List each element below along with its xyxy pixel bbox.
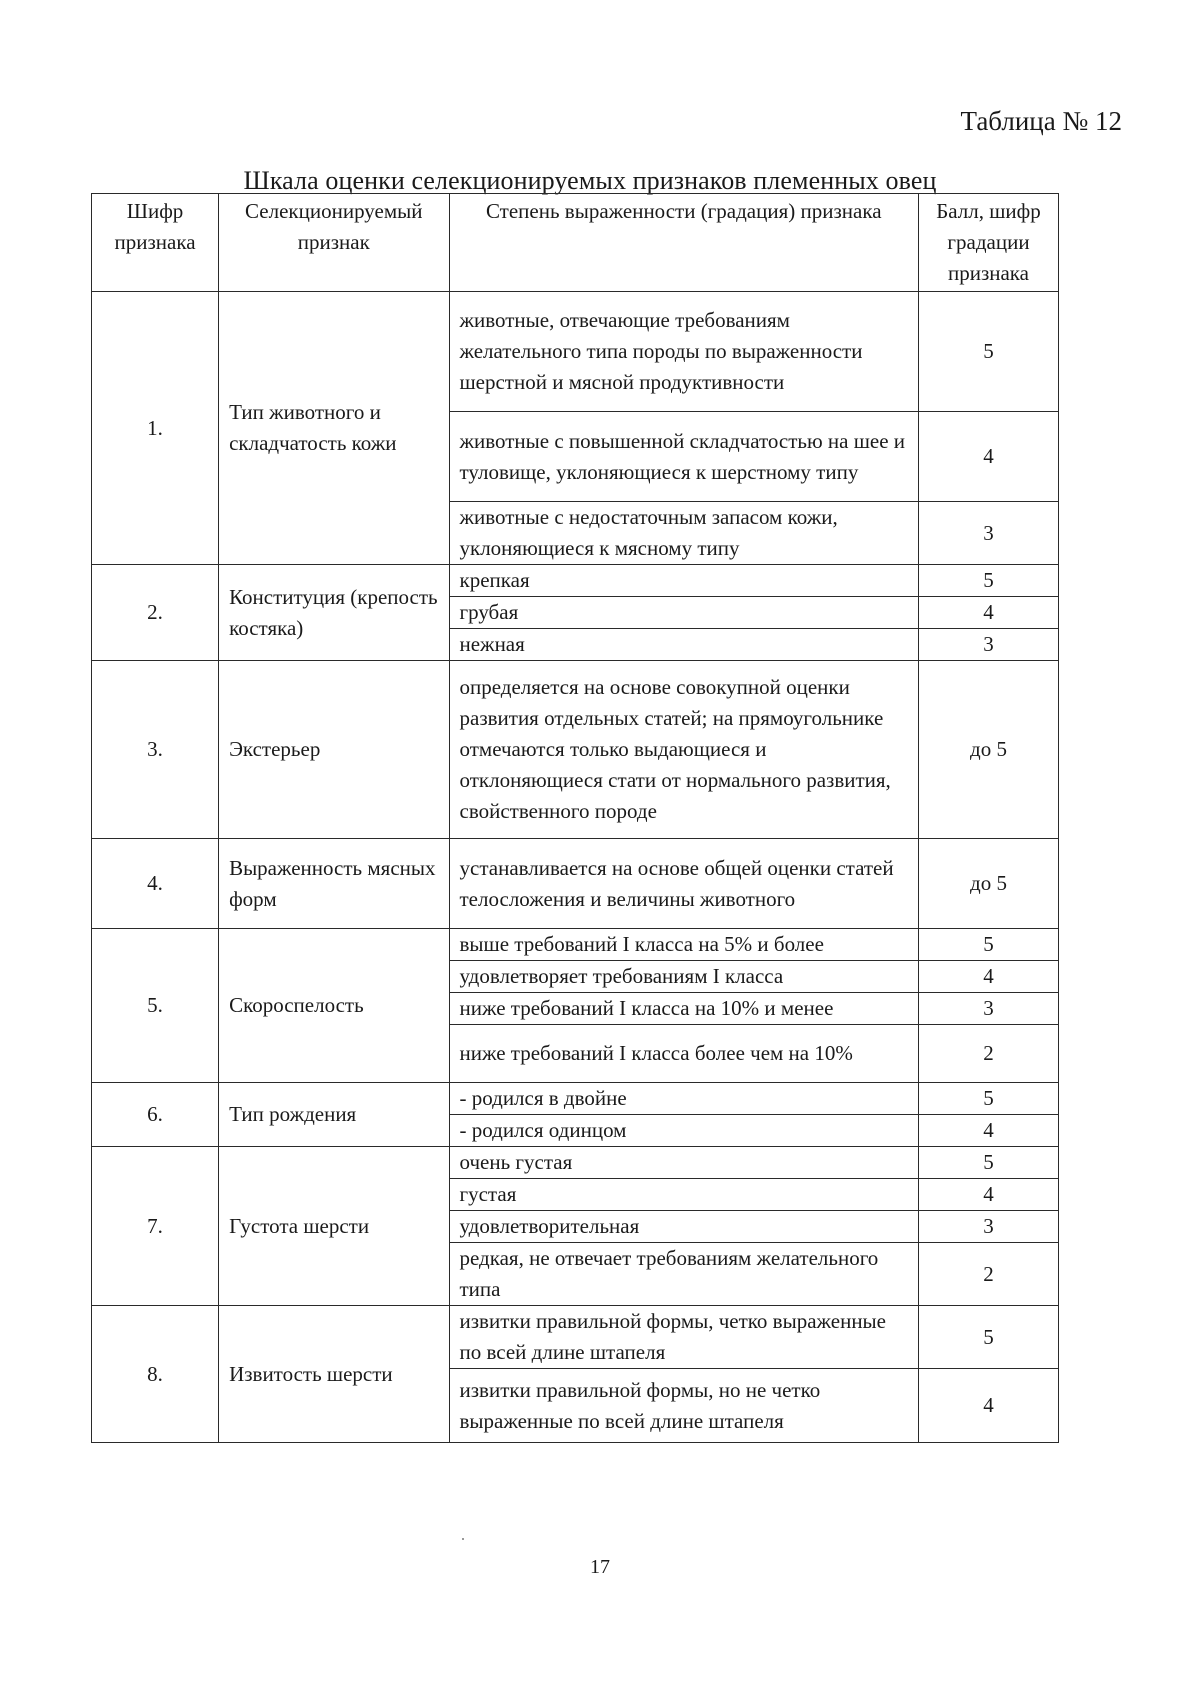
grade-score: 3 xyxy=(919,1211,1059,1243)
grade-description: ниже требований I класса на 10% и менее xyxy=(449,993,919,1025)
page-number: 17 xyxy=(590,1556,610,1578)
trait-code: 3. xyxy=(92,661,219,839)
header-trait: Селекционируемый признак xyxy=(219,194,449,292)
grade-description: крепкая xyxy=(449,565,919,597)
header-score: Балл, шифр градации признака xyxy=(919,194,1059,292)
grade-description: густая xyxy=(449,1179,919,1211)
table-row xyxy=(92,1306,1059,1369)
trait-name: Конституция (крепость костяка) xyxy=(219,565,449,661)
grade-score: 4 xyxy=(919,1115,1059,1147)
header-degree: Степень выраженности (градация) признака xyxy=(449,194,919,292)
grade-score: 2 xyxy=(919,1025,1059,1083)
grade-description: ниже требований I класса более чем на 10% xyxy=(449,1025,919,1083)
table-row xyxy=(92,565,1059,597)
grade-description: извитки правильной формы, но не четко выраженные по всей длине штапеля xyxy=(449,1369,919,1443)
table-row xyxy=(92,1083,1059,1115)
trait-scale-table xyxy=(91,193,1059,1443)
trait-code: 1. xyxy=(92,292,219,565)
grade-score: 4 xyxy=(919,597,1059,629)
grade-description: - родился в двойне xyxy=(449,1083,919,1115)
grade-score: 4 xyxy=(919,412,1059,502)
table-row xyxy=(92,661,1059,839)
grade-description: - родился одинцом xyxy=(449,1115,919,1147)
table-row xyxy=(92,929,1059,961)
grade-description: грубая xyxy=(449,597,919,629)
header-code: Шифр признака xyxy=(92,194,219,292)
scan-speck xyxy=(462,1538,464,1540)
grade-score: 3 xyxy=(919,502,1059,565)
trait-name: Тип рождения xyxy=(219,1083,449,1147)
grade-description: животные с повышенной складчатостью на шее и туловище, уклоняющиеся к шерстному типу xyxy=(449,412,919,502)
grade-score: до 5 xyxy=(919,839,1059,929)
grade-description: нежная xyxy=(449,629,919,661)
grade-score: 4 xyxy=(919,1179,1059,1211)
trait-code: 8. xyxy=(92,1306,219,1443)
grade-score: 3 xyxy=(919,629,1059,661)
grade-description: устанавливается на основе общей оценки статей телосложения и величины животного xyxy=(449,839,919,929)
grade-description: извитки правильной формы, четко выраженные по всей длине штапеля xyxy=(449,1306,919,1369)
grade-score: 5 xyxy=(919,1306,1059,1369)
grade-description: редкая, не отвечает требованиям желательного типа xyxy=(449,1243,919,1306)
grade-description: определяется на основе совокупной оценки развития отдельных статей; на прямоугольнике отмечаются только выдающиеся и отклоняющиеся стати от нормального развития, свойственного породе xyxy=(449,661,919,839)
grade-score: 3 xyxy=(919,993,1059,1025)
trait-name: Извитость шерсти xyxy=(219,1306,449,1443)
table-row xyxy=(92,1147,1059,1179)
table-row xyxy=(92,292,1059,412)
grade-description: выше требований I класса на 5% и более xyxy=(449,929,919,961)
grade-score: 5 xyxy=(919,292,1059,412)
trait-name: Тип животного и складчатость кожи xyxy=(219,292,449,565)
table-row xyxy=(92,839,1059,929)
grade-score: 5 xyxy=(919,1083,1059,1115)
trait-code: 7. xyxy=(92,1147,219,1306)
trait-name: Скороспелость xyxy=(219,929,449,1083)
trait-code: 6. xyxy=(92,1083,219,1147)
grade-description: животные, отвечающие требованиям желательного типа породы по выраженности шерстной и мясной продуктивности xyxy=(449,292,919,412)
trait-code: 2. xyxy=(92,565,219,661)
trait-code: 5. xyxy=(92,929,219,1083)
grade-description: удовлетворительная xyxy=(449,1211,919,1243)
trait-name: Густота шерсти xyxy=(219,1147,449,1306)
trait-name: Выраженность мясных форм xyxy=(219,839,449,929)
grade-score: 5 xyxy=(919,1147,1059,1179)
table-body xyxy=(92,292,1059,1443)
grade-score: 4 xyxy=(919,961,1059,993)
grade-score: 5 xyxy=(919,565,1059,597)
grade-score: 2 xyxy=(919,1243,1059,1306)
grade-score: 5 xyxy=(919,929,1059,961)
table-header-row xyxy=(92,194,1059,292)
trait-code: 4. xyxy=(92,839,219,929)
trait-name: Экстерьер xyxy=(219,661,449,839)
table-number: Таблица № 12 xyxy=(960,106,1122,136)
grade-score: до 5 xyxy=(919,661,1059,839)
grade-description: животные с недостаточным запасом кожи, уклоняющиеся к мясному типу xyxy=(449,502,919,565)
grade-description: очень густая xyxy=(449,1147,919,1179)
grade-score: 4 xyxy=(919,1369,1059,1443)
table-title: Шкала оценки селекционируемых признаков племенных овец xyxy=(243,166,937,195)
grade-description: удовлетворяет требованиям I класса xyxy=(449,961,919,993)
